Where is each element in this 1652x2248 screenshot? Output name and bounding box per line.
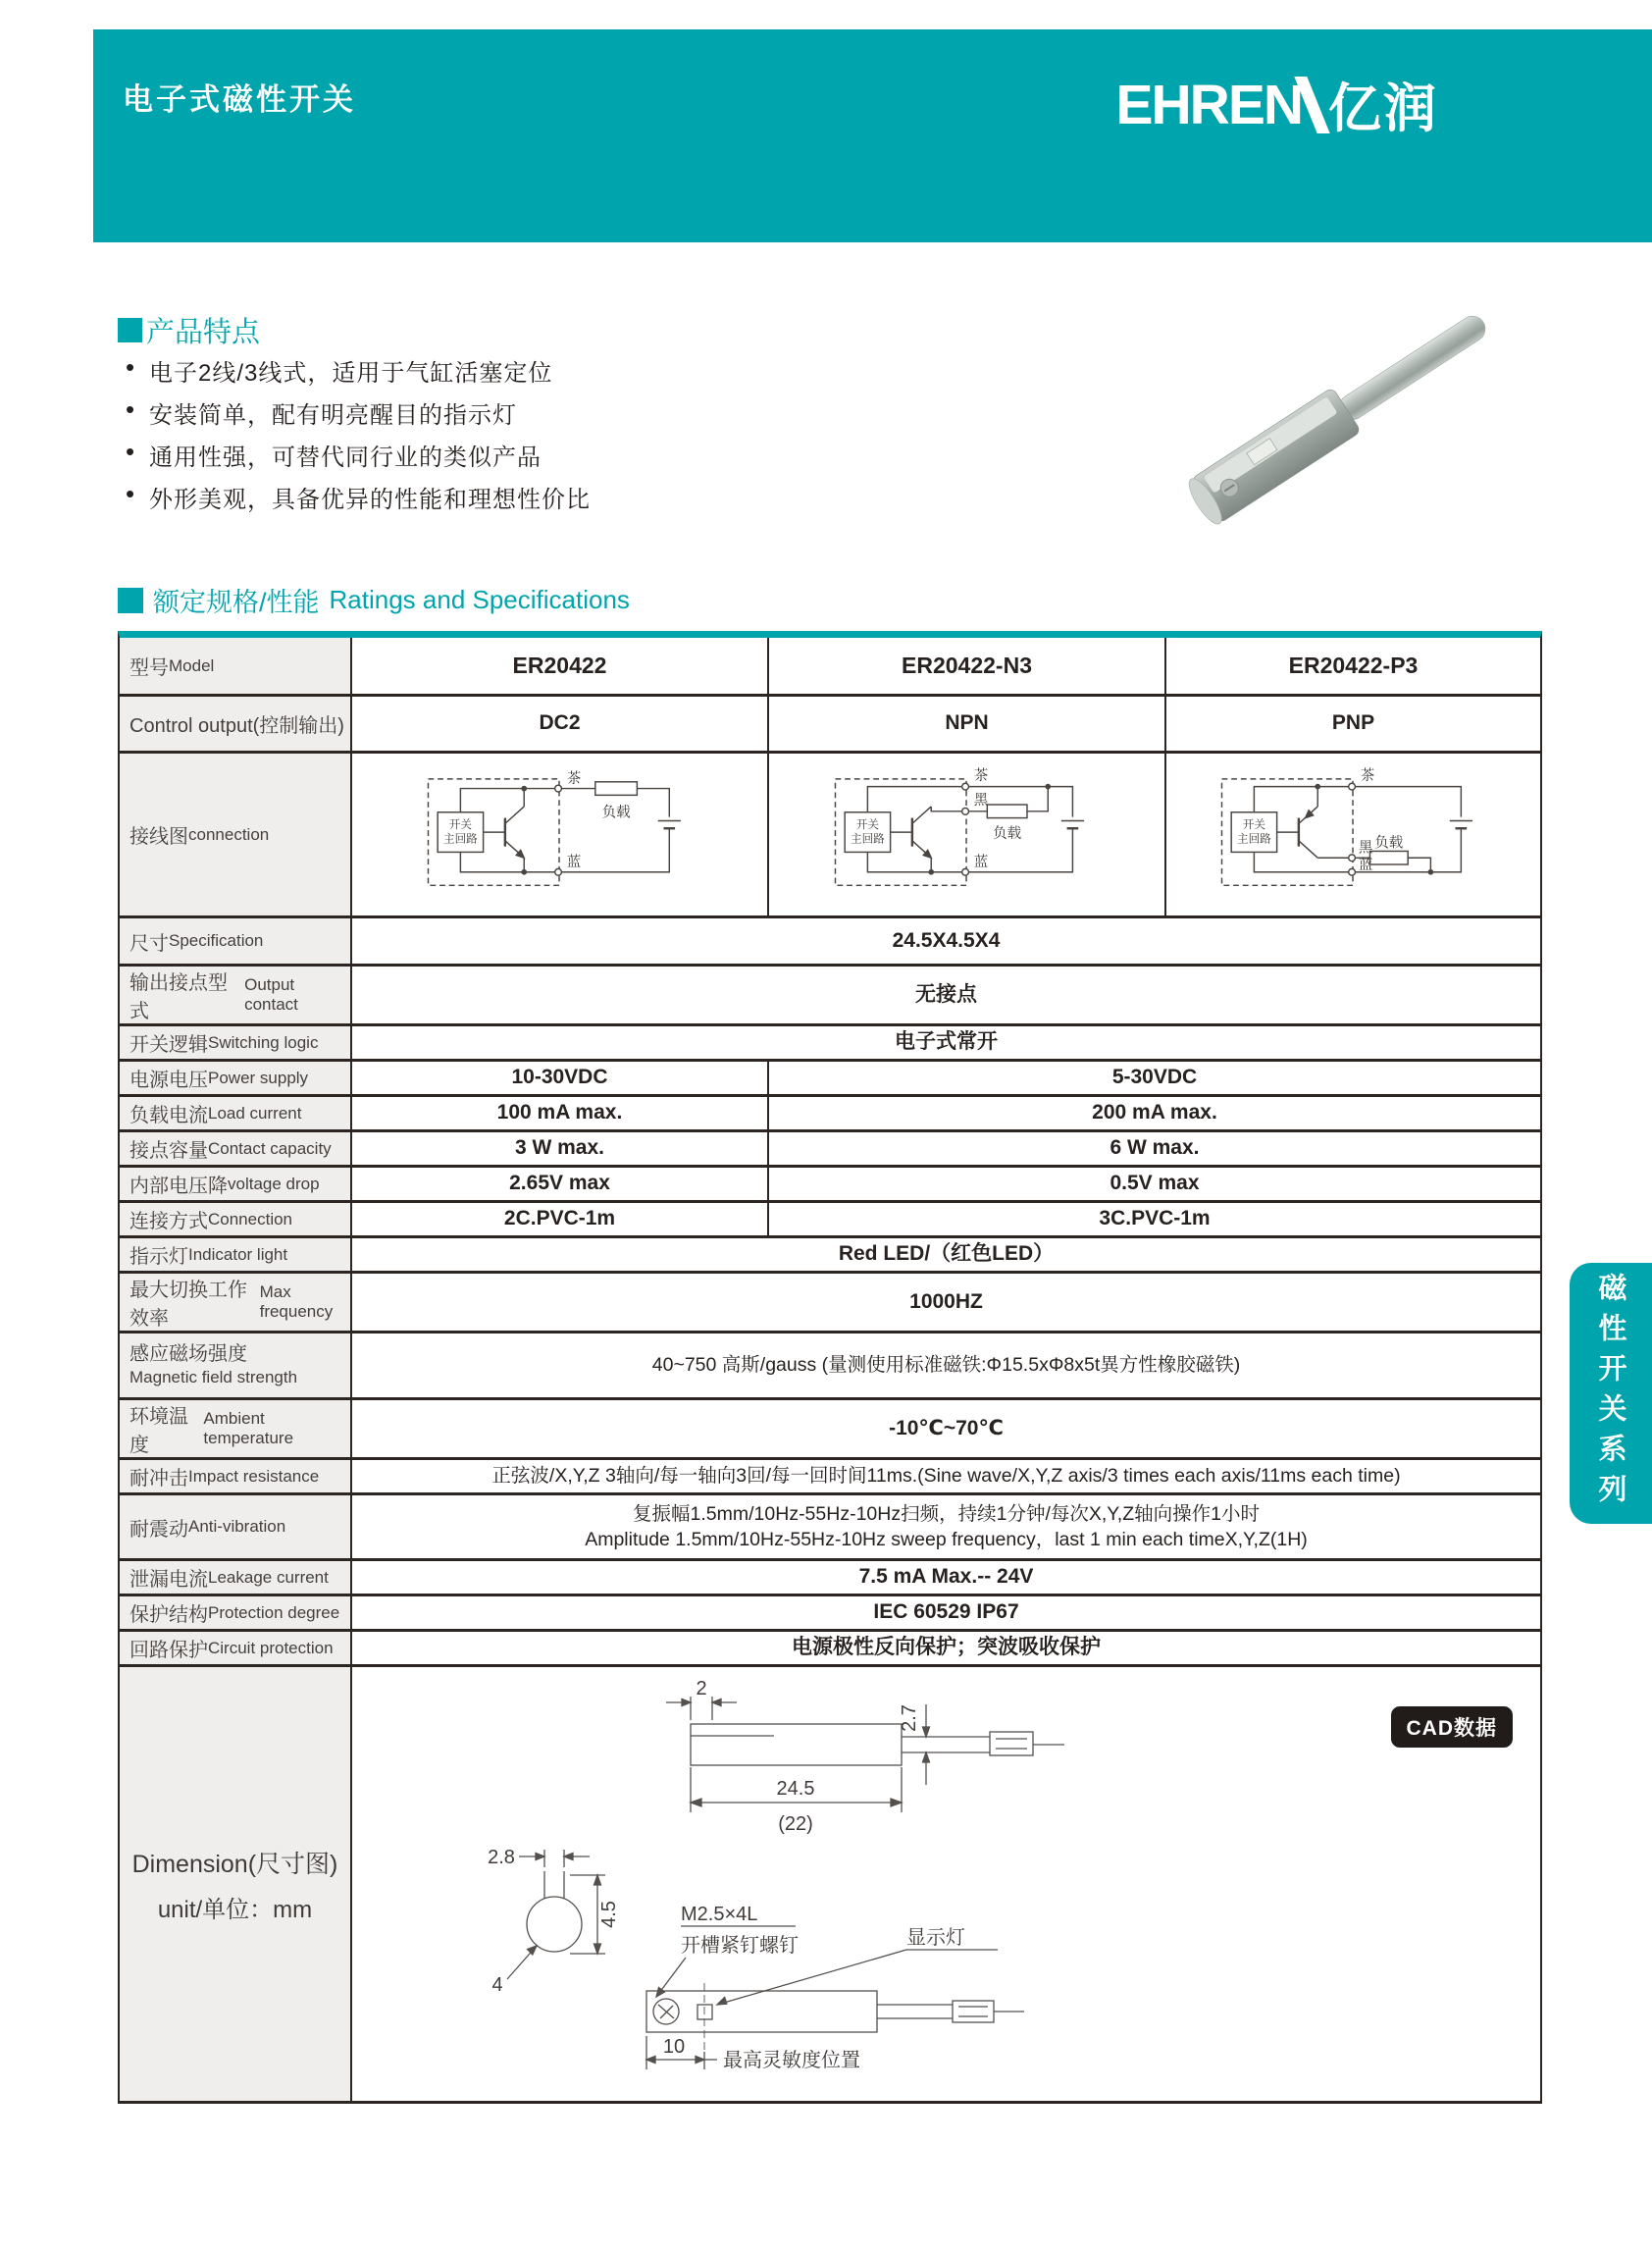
row-label-cn: 耐震动 xyxy=(129,1518,188,1541)
row-label-cn: 接线图 xyxy=(129,826,188,848)
spec-value: ER20422 xyxy=(512,652,607,678)
row-label-magnetic xyxy=(120,1333,350,1397)
indicator-light-label: 显示灯 xyxy=(906,1927,965,1949)
spec-row-freq xyxy=(120,1271,1540,1331)
row-label-en: Magnetic field strength xyxy=(129,1368,298,1387)
row-label-cn: 开关逻辑 xyxy=(129,1034,208,1056)
svg-text:主回路: 主回路 xyxy=(1236,832,1271,846)
row-label-en: Max frequency xyxy=(259,1282,334,1321)
spec-cell xyxy=(767,697,1164,751)
spec-value: 电源极性反向保护；突波吸收保护 xyxy=(792,1636,1101,1659)
feature-item: • 通用性强，可替代同行业的类似产品 xyxy=(118,438,863,472)
feature-item: • 电子2线/3线式，适用于气缸活塞定位 xyxy=(118,353,863,388)
spec-value: ER20422-P3 xyxy=(1288,652,1419,678)
spec-row-circuit-protection xyxy=(120,1629,1540,1664)
max-sensitivity-label: 最高灵敏度位置 xyxy=(723,2050,860,2071)
row-label-en: Indicator light xyxy=(188,1244,288,1264)
svg-text:开关: 开关 xyxy=(1242,817,1265,831)
row-label-en: Contact capacity xyxy=(208,1138,332,1158)
row-label-wiring xyxy=(120,754,350,915)
row-label-en: Circuit protection xyxy=(208,1638,334,1657)
row-label-control xyxy=(120,697,350,751)
spec-value: 0.5V max xyxy=(1110,1172,1200,1195)
spec-cell xyxy=(767,1168,1540,1200)
svg-text:茶: 茶 xyxy=(1360,767,1374,784)
spec-row-magnetic xyxy=(120,1331,1540,1397)
brand-logo xyxy=(1115,67,1438,142)
wiring-cell-pnp xyxy=(1164,754,1540,915)
row-label-en: connection xyxy=(188,824,270,844)
spec-row-model xyxy=(120,638,1540,694)
spec-row-wiring xyxy=(120,751,1540,915)
spec-cell xyxy=(350,967,1540,1023)
row-label-cn: 连接方式 xyxy=(129,1211,208,1232)
row-label-en: Control output(控制输出) xyxy=(129,715,344,737)
row-label-cn: 环境温度 xyxy=(129,1406,188,1456)
spec-cell xyxy=(350,1097,767,1129)
spec-value: 无接点 xyxy=(915,982,977,1006)
row-label-cn: 内部电压降 xyxy=(129,1176,228,1197)
spec-cell xyxy=(350,1062,767,1094)
spec-cell xyxy=(350,1400,1540,1457)
row-label-en: Anti-vibration xyxy=(188,1517,286,1536)
row-label-ambient xyxy=(120,1400,350,1457)
row-label-en: Connection xyxy=(208,1209,293,1229)
spec-value: Red LED/（红色LED） xyxy=(838,1242,1055,1266)
spec-cell xyxy=(350,638,767,694)
spec-cell xyxy=(350,1495,1540,1558)
wiring-diagram-dc2 xyxy=(413,761,707,909)
row-label-en: Specification xyxy=(169,931,264,950)
row-label-cn: 回路保护 xyxy=(129,1640,208,1661)
feature-item: • 外形美观，具备优异的性能和理想性价比 xyxy=(118,480,863,514)
spec-row-conn xyxy=(120,1200,1540,1235)
dim-section-diameter: 4 xyxy=(491,1974,503,1996)
svg-text:负载: 负载 xyxy=(1373,835,1403,852)
spec-cell xyxy=(1164,638,1540,694)
row-label-model xyxy=(120,638,350,694)
dim-sensitivity-distance: 10 xyxy=(662,2036,686,2058)
row-label-cn: 电源电压 xyxy=(129,1070,208,1091)
dim-top-width: 2 xyxy=(696,1678,707,1699)
feature-item: • 安装简单，配有明亮醒目的指示灯 xyxy=(118,395,863,430)
row-label-cn: 泄漏电流 xyxy=(129,1569,208,1591)
spec-table xyxy=(118,631,1542,2104)
product-photo xyxy=(1143,285,1525,564)
row-label-en: Switching logic xyxy=(208,1032,319,1052)
spec-cell xyxy=(350,918,1540,964)
spec-cell xyxy=(350,1203,767,1235)
screw-spec-label: M2.5×4L xyxy=(681,1904,758,1925)
spec-row-impact xyxy=(120,1457,1540,1492)
spec-value: 6 W max. xyxy=(1110,1136,1200,1160)
row-label-power xyxy=(120,1062,350,1094)
dimension-drawing xyxy=(352,1667,1542,2101)
spec-cell xyxy=(350,1333,1540,1397)
spec-row-capacity xyxy=(120,1129,1540,1165)
spec-cell xyxy=(350,1026,1540,1059)
wiring-cell-npn xyxy=(767,754,1164,915)
row-label-logic xyxy=(120,1026,350,1059)
wiring-cell-dc2 xyxy=(350,754,767,915)
row-label-circuit-protection xyxy=(120,1632,350,1664)
sensor-rod xyxy=(1334,311,1489,424)
row-label-cn: 输出接点型式 xyxy=(129,972,228,1022)
series-side-tab-label: 磁性开关系列 xyxy=(1594,1273,1626,1514)
dimension-drawing-cell xyxy=(350,1667,1540,2101)
row-label-impact xyxy=(120,1460,350,1492)
dim-cable-height: 2.7 xyxy=(899,1704,920,1732)
spec-value: -10℃~70℃ xyxy=(889,1416,1004,1439)
row-label-cn: 接点容量 xyxy=(129,1140,208,1162)
svg-text:蓝: 蓝 xyxy=(973,854,988,870)
spec-cell xyxy=(350,1561,1540,1594)
row-label-output-contact xyxy=(120,967,350,1023)
dim-section-width: 2.8 xyxy=(488,1847,515,1868)
wiring-diagram-pnp xyxy=(1207,761,1501,909)
brand-logo-en: EHREN xyxy=(1115,73,1302,136)
svg-text:茶: 茶 xyxy=(566,770,581,787)
spec-value: 正弦波/X,Y,Z 3轴向/每一轴向3回/每一回时间11ms.(Sine wave/X,Y,Z axis/3 times each axis/11ms each time) xyxy=(491,1465,1401,1488)
spec-cell xyxy=(350,1132,767,1165)
spec-value: 10-30VDC xyxy=(511,1066,608,1089)
spec-cell xyxy=(350,1238,1540,1271)
spec-row-logic xyxy=(120,1023,1540,1059)
row-label-cn: 耐冲击 xyxy=(129,1468,188,1490)
row-label-freq xyxy=(120,1274,350,1331)
row-label-cn: 尺寸 xyxy=(129,932,169,955)
spec-row-vdrop xyxy=(120,1165,1540,1200)
row-label-en: Protection degree xyxy=(208,1602,340,1622)
section-square-icon xyxy=(118,588,143,613)
spec-value: 40~750 高斯/gauss (量测使用标准磁铁:Φ15.5xΦ8x5t異方性橡胶磁铁) xyxy=(651,1354,1241,1377)
row-label-vibration xyxy=(120,1495,350,1558)
spec-value: 5-30VDC xyxy=(1111,1066,1198,1089)
svg-text:负载: 负载 xyxy=(992,825,1021,842)
features-list xyxy=(118,345,863,522)
dimension-label-line2: unit/单位：mm xyxy=(157,1896,313,1923)
dimension-label-line1: Dimension(尺寸图) xyxy=(131,1850,338,1878)
row-label-leakage xyxy=(120,1561,350,1594)
page-title: 电子式磁性开关 xyxy=(123,82,356,117)
spec-value: PNP xyxy=(1331,711,1375,735)
dimension-label xyxy=(120,1667,350,2101)
row-label-en: Leakage current xyxy=(208,1567,329,1587)
series-side-tab[interactable] xyxy=(1570,1263,1652,1524)
row-label-indicator xyxy=(120,1238,350,1271)
dim-body-length-alt: (22) xyxy=(778,1813,813,1835)
spec-cell xyxy=(767,1062,1540,1094)
features-heading xyxy=(118,310,260,350)
spec-cell xyxy=(350,697,767,751)
spec-value: 200 mA max. xyxy=(1092,1101,1217,1124)
specs-heading xyxy=(118,581,630,619)
row-label-en: Power supply xyxy=(208,1068,309,1087)
svg-text:蓝: 蓝 xyxy=(1358,857,1372,873)
spec-value: ER20422-N3 xyxy=(902,652,1032,678)
spec-row-protection xyxy=(120,1594,1540,1629)
row-label-size xyxy=(120,918,350,964)
svg-text:主回路: 主回路 xyxy=(850,832,885,846)
spec-value: 7.5 mA Max.-- 24V xyxy=(858,1565,1034,1589)
spec-cell xyxy=(350,1596,1540,1629)
spec-cell xyxy=(350,1168,767,1200)
spec-cell xyxy=(350,1632,1540,1664)
screw-name-label: 开槽紧钉螺钉 xyxy=(681,1935,799,1957)
row-label-en: Output contact xyxy=(244,975,298,1014)
wiring-diagram-npn xyxy=(820,761,1114,909)
row-label-capacity xyxy=(120,1132,350,1165)
row-label-en: Impact resistance xyxy=(188,1466,320,1486)
row-label-load-current xyxy=(120,1097,350,1129)
svg-text:开关: 开关 xyxy=(855,817,879,831)
spec-row-ambient xyxy=(120,1397,1540,1457)
row-label-cn: 保护结构 xyxy=(129,1604,208,1626)
spec-value: NPN xyxy=(945,711,989,735)
row-label-en: Load current xyxy=(208,1103,302,1123)
svg-text:负载: 负载 xyxy=(601,805,631,821)
brand-logo-cn: 亿润 xyxy=(1328,79,1438,138)
row-label-en: Model xyxy=(169,655,215,675)
row-label-cn: 最大切换工作效率 xyxy=(129,1280,247,1330)
row-label-cn: 指示灯 xyxy=(129,1246,188,1268)
spec-value: DC2 xyxy=(539,711,581,735)
spec-value: 24.5X4.5X4 xyxy=(892,928,1001,952)
spec-row-leakage xyxy=(120,1558,1540,1594)
spec-cell xyxy=(767,1203,1540,1235)
spec-cell xyxy=(767,638,1164,694)
row-label-en: Ambient temperature xyxy=(203,1409,294,1447)
dim-section-height: 4.5 xyxy=(598,1901,620,1928)
spec-value: 100 mA max. xyxy=(496,1101,623,1124)
features-heading-text: 产品特点 xyxy=(146,317,261,348)
spec-value: 1000HZ xyxy=(909,1289,983,1313)
row-label-conn xyxy=(120,1203,350,1235)
spec-row-vibration xyxy=(120,1492,1540,1558)
spec-value: 3C.PVC-1m xyxy=(1099,1207,1211,1230)
spec-cell xyxy=(767,1097,1540,1129)
row-label-cn: 感应磁场强度 xyxy=(129,1343,247,1366)
specs-heading-en: Ratings and Specifications xyxy=(329,585,630,614)
spec-value: 电子式常开 xyxy=(895,1030,998,1054)
dimension-row xyxy=(120,1664,1540,2101)
svg-text:黑: 黑 xyxy=(1358,839,1372,856)
svg-text:开关: 开关 xyxy=(448,817,472,831)
cad-data-badge[interactable]: CAD数据 xyxy=(1391,1706,1514,1748)
header-band xyxy=(93,29,1652,242)
spec-value: IEC 60529 IP67 xyxy=(873,1600,1019,1624)
spec-value: 2C.PVC-1m xyxy=(503,1207,616,1230)
spec-row-output-contact xyxy=(120,964,1540,1023)
row-label-protection xyxy=(120,1596,350,1629)
section-square-icon xyxy=(118,318,142,342)
svg-text:茶: 茶 xyxy=(973,767,988,784)
svg-text:主回路: 主回路 xyxy=(442,832,478,846)
spec-row-indicator xyxy=(120,1235,1540,1271)
row-label-cn: 型号 xyxy=(129,657,169,679)
spec-cell xyxy=(1164,697,1540,751)
dim-body-length: 24.5 xyxy=(776,1778,815,1800)
spec-cell xyxy=(767,1132,1540,1165)
spec-value: 3 W max. xyxy=(514,1136,605,1160)
spec-row-control xyxy=(120,694,1540,751)
spec-value: 复振幅1.5mm/10Hz-55Hz-10Hz扫频，持续1分钟/每次X,Y,Z轴向操作1小时 xyxy=(633,1502,1260,1525)
svg-text:蓝: 蓝 xyxy=(566,854,581,870)
row-label-cn: 负载电流 xyxy=(129,1105,208,1126)
spec-row-load-current xyxy=(120,1094,1540,1129)
spec-value: 2.65V max xyxy=(509,1172,610,1195)
row-label-vdrop xyxy=(120,1168,350,1200)
spec-cell xyxy=(350,1274,1540,1331)
spec-row-size xyxy=(120,915,1540,964)
spec-cell xyxy=(350,1460,1540,1492)
spec-row-power xyxy=(120,1059,1540,1094)
row-label-en: voltage drop xyxy=(228,1174,320,1193)
svg-text:黑: 黑 xyxy=(973,792,988,809)
specs-heading-cn: 额定规格/性能 xyxy=(153,588,320,617)
spec-value: Amplitude 1.5mm/10Hz-55Hz-10Hz sweep frequency，last 1 min each timeX,Y,Z(1H) xyxy=(585,1529,1308,1550)
